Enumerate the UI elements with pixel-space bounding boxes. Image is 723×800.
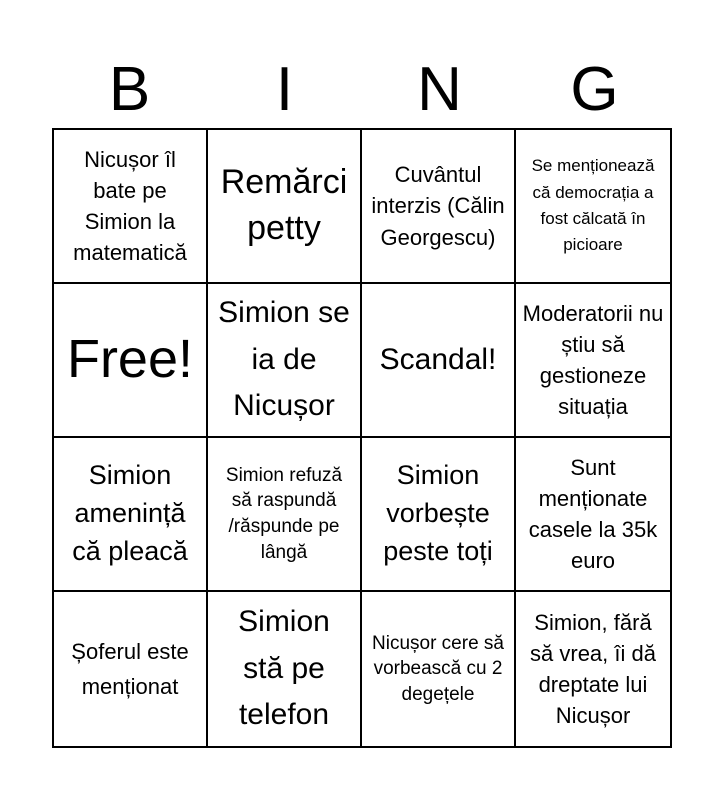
bingo-header bbox=[52, 52, 672, 128]
cell-text: Scandal! bbox=[379, 343, 497, 376]
cell-text: Simion refuză să raspundă /răspunde pe lângă bbox=[225, 464, 343, 563]
header-letter-i: I bbox=[275, 55, 294, 124]
cell-text: Simion stă pe telefon bbox=[238, 605, 330, 732]
bingo-cell-r3c2[interactable] bbox=[208, 438, 362, 592]
bingo-cell-r2c3[interactable] bbox=[362, 284, 516, 438]
cell-text: Nicușor cere să vorbească cu 2 degețele bbox=[372, 632, 504, 705]
bingo-cell-r1c2[interactable] bbox=[208, 130, 362, 284]
bingo-cell-r3c1[interactable] bbox=[54, 438, 208, 592]
header-letter-n: N bbox=[417, 55, 462, 124]
bingo-cell-r2c4[interactable] bbox=[516, 284, 670, 438]
cell-text: Simion amenință că pleacă bbox=[72, 460, 188, 566]
bingo-cell-r4c4[interactable] bbox=[516, 592, 670, 746]
bingo-cell-r1c3[interactable] bbox=[362, 130, 516, 284]
cell-text: Simion, fără să vrea, îi dă dreptate lui Nicușor bbox=[530, 609, 656, 729]
cell-text: Nicușor îl bate pe Simion la matematică bbox=[73, 146, 187, 266]
bingo-cell-r1c4[interactable] bbox=[516, 130, 670, 284]
bingo-cell-r3c3[interactable] bbox=[362, 438, 516, 592]
header-letter-g: G bbox=[570, 55, 619, 124]
bingo-cell-r2c1-free[interactable] bbox=[54, 284, 208, 438]
bingo-cell-r4c2[interactable] bbox=[208, 592, 362, 746]
cell-text: Șoferul este menționat bbox=[71, 638, 189, 699]
cell-text: Simion vorbește peste toți bbox=[383, 460, 493, 566]
header-letter-b: B bbox=[108, 55, 151, 124]
cell-text: Remărci petty bbox=[220, 163, 348, 247]
bingo-grid bbox=[52, 128, 672, 748]
cell-text: Sunt menționate casele la 35k euro bbox=[528, 454, 658, 574]
cell-text: Cuvântul interzis (Călin Georgescu) bbox=[371, 162, 505, 250]
free-space-text: Free! bbox=[66, 329, 194, 390]
bingo-cell-r4c3[interactable] bbox=[362, 592, 516, 746]
cell-text: Se menționează că democrația a fost călcată în picioare bbox=[531, 156, 655, 255]
cell-text: Moderatorii nu știu să gestioneze situația bbox=[522, 300, 664, 420]
bingo-cell-r3c4[interactable] bbox=[516, 438, 670, 592]
cell-text: Simion se ia de Nicușor bbox=[218, 296, 350, 423]
bingo-cell-r2c2[interactable] bbox=[208, 284, 362, 438]
bingo-cell-r4c1[interactable] bbox=[54, 592, 208, 746]
bingo-cell-r1c1[interactable] bbox=[54, 130, 208, 284]
